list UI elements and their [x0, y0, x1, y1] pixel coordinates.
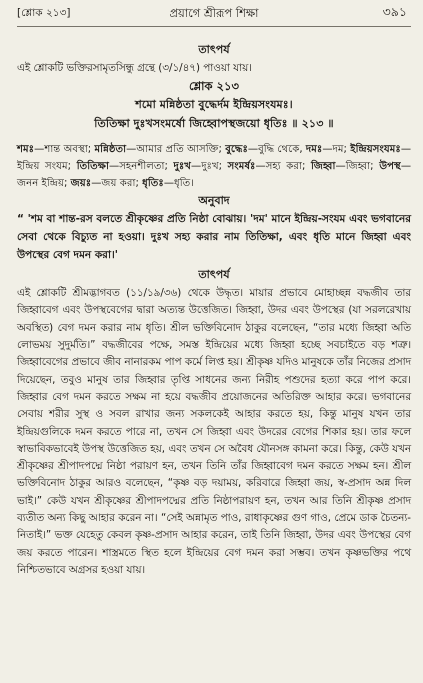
syn-word: শমঃ: [17, 144, 35, 156]
syn-word: উপস্থ: [379, 161, 401, 173]
syn-word: জয়ঃ: [70, 178, 92, 190]
syn-word: ইন্দ্রিয়সংযমঃ: [350, 144, 401, 156]
syn-word: দুঃখ: [173, 161, 191, 173]
verse-heading: শ্লোক ২১৩: [189, 79, 239, 94]
syn-word: সংমর্ষঃ: [227, 161, 256, 173]
syn-meaning: শান্ত অবস্থা;: [44, 144, 92, 156]
syn-meaning: জনন ইন্দ্রিয়;: [17, 178, 68, 190]
syn-meaning: জয় করা;: [101, 178, 139, 190]
purport-heading: তাৎপর্য: [198, 268, 230, 282]
intro-heading: তাৎপর্য: [198, 43, 230, 56]
syn-meaning: ধৃতি।: [174, 178, 194, 190]
syn-meaning: জিহ্বা;: [345, 161, 374, 173]
syn-meaning: দুঃখ;: [201, 161, 223, 173]
syn-word: বুদ্ধেঃ: [225, 144, 248, 156]
syn-meaning: সহনশীলতা;: [119, 161, 168, 173]
translation-text: “ 'শম বা শান্ত-রস বলতে শ্রীকৃষ্ণের প্রতি নিষ্ঠা বোঝায়। 'দম' মানে ইন্দ্রিয়-সংযম এবং ভগবানের সেবা থেকে বিচ্যুত না হওয়া। দুঃখ সহ্য করার নাম তিতিক্ষা, এবং ধৃতি মানে জিহ্বা এবং উপস্থের বেগ দমন করা।': [17, 213, 411, 261]
intro-text: এই শ্লোকটি ভক্তিরসামৃতসিন্ধু গ্রন্থে (৩/১/৪৭) পাওয়া যায়।: [17, 62, 252, 74]
header-verse-ref: [শ্লোক ২১৩]: [17, 7, 71, 19]
syn-word: মন্নিষ্ঠতা: [94, 144, 127, 156]
verse-line-1: শমো মন্নিষ্ঠতা বুদ্ধের্দম ইন্দ্রিয়সংযমঃ।: [135, 97, 293, 112]
word-meanings: শমঃ—শান্ত অবস্থা; মন্নিষ্ঠতা—আমার প্রতি আসক্তি; বুদ্ধেঃ—বুদ্ধি থেকে, দমঃ—দম; ইন্দ্রিয়সংযমঃ—ইন্দ্রিয় সংযম; তিতিক্ষা—সহনশীলতা; দুঃখ—দুঃখ; সংমর্ষঃ—সহ্য করা; জিহ্বা—জিহ্বা; উপস্থ—জনন ইন্দ্রিয়; জয়ঃ—জয় করা; ধৃতিঃ—ধৃতি।: [17, 144, 411, 190]
header-chapter-title: প্রয়াগে শ্রীরূপ শিক্ষা: [169, 6, 259, 20]
header-page-number: ৩৯১: [382, 4, 407, 19]
syn-meaning: আমার প্রতি আসক্তি;: [136, 144, 222, 156]
translation-heading: অনুবাদ: [198, 194, 230, 208]
syn-meaning: সহ্য করা;: [265, 161, 306, 173]
syn-word: ধৃতিঃ: [142, 178, 164, 190]
syn-meaning: ইন্দ্রিয় সংযম;: [17, 161, 72, 173]
page-header: [17, 0, 411, 27]
syn-word: দমঃ: [305, 144, 323, 156]
syn-meaning: দম;: [332, 144, 347, 156]
syn-word: তিতিক্ষা: [76, 161, 110, 173]
verse-line-2: তিতিক্ষা দুঃখসংমর্ষো জিহ্বোপস্থজয়ো ধৃতিঃ ॥ ২১৩ ॥: [94, 116, 334, 131]
purport-text: এই শ্লোকটি শ্রীমদ্ভাগবত (১১/১৯/৩৬) থেকে উদ্ধৃত। মায়ার প্রভাবে মোহাচ্ছন্ন বদ্ধজীব তার জিহ্বাবেগ এবং উপস্থবেগের দ্বারা অত্যন্ত উত্তেজিত। জিহ্বা, উদর এবং উপস্থের (যা সরলরেখায় অবস্থিত) বেগ দমন করার নাম ধৃতি। শ্রীল ভক্তিবিনোদ ঠাকুর বলেছেন, “তার মধ্যে জিহ্বা অতি লোভময় সুদুর্মতি।” বদ্ধজীবের পক্ষে, সমস্ত ইন্দ্রিয়ের মধ্যে জিহ্বা হচ্ছে সবচাইতে বড় শত্রু। জিহ্বাবেগের প্রভাবে জীব নানারকম পাপ কর্মে লিপ্ত হয়। শ্রীকৃষ্ণ যদিও মানুষকে তাঁর নিজের প্রসাদ দিয়েছেন, তবুও মানুষ তার জিহ্বার তৃপ্তি সাধনের জন্য নিরীহ পশুদের হত্যা করে পাপ করে। জিহ্বার বেগ দমন করতে সক্ষম না হয়ে বদ্ধজীব প্রয়োজনের অতিরিক্ত আহার করে। ভগবানের সেবায় শরীর সুস্থ ও সবল রাখার জন্য সকলকেই আহার করতে হয়, কিন্তু মানুষ যখন তার ইন্দ্রিয়গুলিকে দমন করতে পারে না, তখন সে জিহ্বা এবং উদরের বেগের শিকার হয়। তার ফলে স্বাভাবিকভাবেই উপস্থ উত্তেজিত হয়, এবং তখন সে অবৈধ যৌনসঙ্গ কামনা করে। কিন্তু, কেউ যখন শ্রীকৃষ্ণের শ্রীপাদপদ্মে নিষ্ঠা পরায়ণ হন, তখন তিনি তাঁর জিহ্বাবেগ দমন করতে সক্ষম হন। শ্রীল ভক্তিবিনোদ ঠাকুর আরও বলেছেন, “কৃষ্ণ বড় দয়াময়, করিবারে জিহ্বা জয়, স্ব-প্রসাদ অন্ন দিল ভাই।” কেউ যখন শ্রীকৃষ্ণের শ্রীপাদপদ্মের প্রতি নিষ্ঠাপরায়ণ হন, তখন আর তিনি শ্রীকৃষ্ণ প্রসাদ ব্যতীত অন্য কিছু আহার করেন না। “সেই অন্নামৃত পাও, রাধাকৃষ্ণের গুণ গাও, প্রেমে ডাক চৈতন্য-নিতাই।” ভক্ত যেহেতু কেবল কৃষ্ণ-প্রসাদ আহার করেন, তাই তিনি জিহ্বা, উদর এবং উপস্থের বেগ জয় করতে পারেন। শাস্ত্রমতে স্থিত হলে ইন্দ্রিয়ের বেগ দমন করা সম্ভব। তখন কৃষ্ণভক্তির পথে নিশ্চিতভাবে অগ্রসর হওয়া যায়।: [17, 287, 411, 576]
syn-word: জিহ্বা: [311, 161, 336, 173]
syn-meaning: বুদ্ধি থেকে,: [258, 144, 303, 156]
